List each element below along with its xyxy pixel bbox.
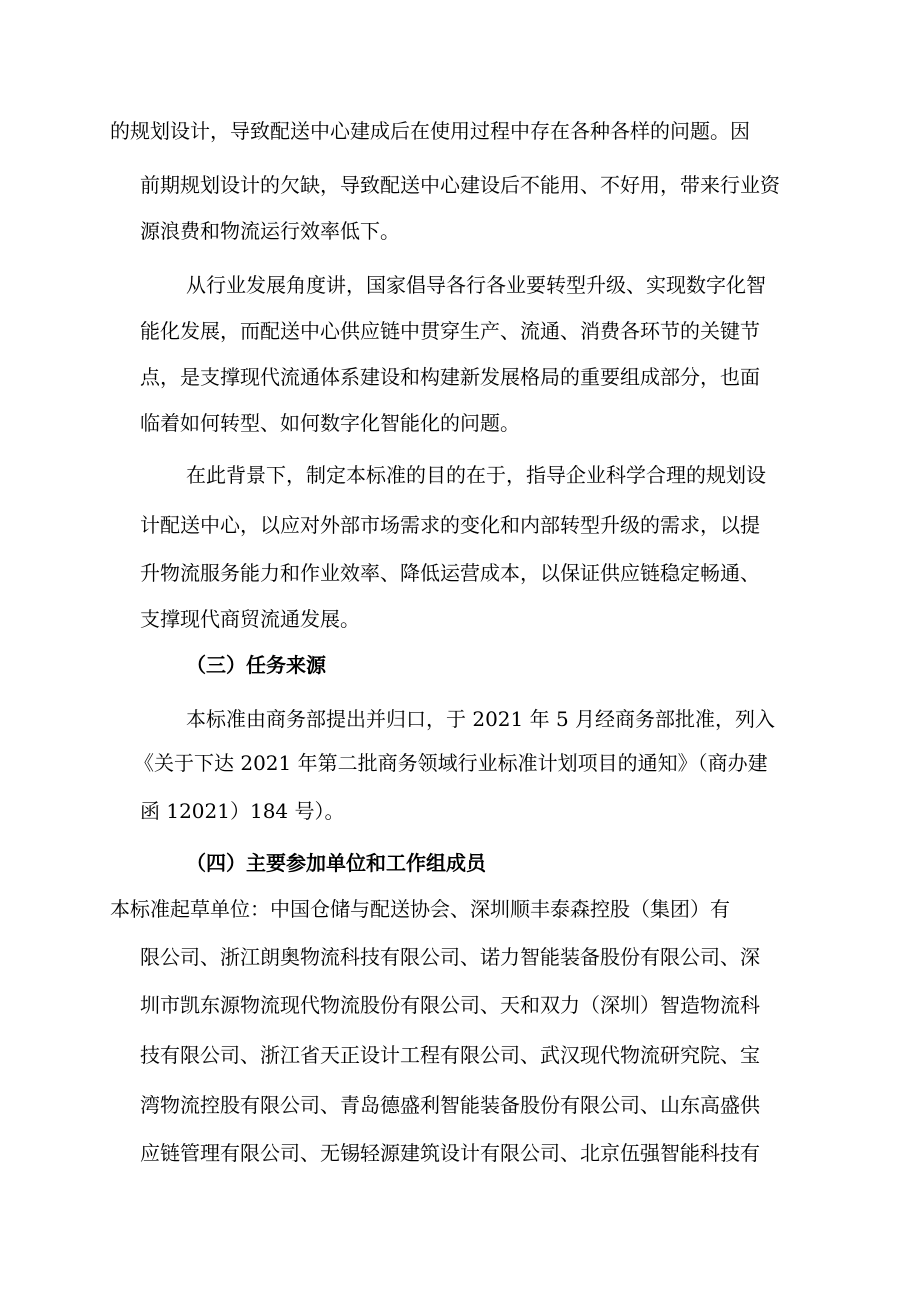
paragraph-line: 源浪费和物流运行效率低下。 [140,219,400,243]
paragraph-line: 在此背景下，制定本标准的目的在于，指导企业科学合理的规划设 [186,463,766,487]
paragraph-line: 能化发展，而配送中心供应链中贯穿生产、流通、消费各环节的关键节 [140,319,760,343]
paragraph-line: 点，是支撑现代流通体系建设和构建新发展格局的重要组成部分，也面 [140,365,760,389]
paragraph-line: 的规划设计，导致配送中心建成后在使用过程中存在各种各样的问题。因 [110,119,750,143]
paragraph-line: 圳市凯东源物流现代物流股份有限公司、天和双力（深圳）智造物流科 [140,993,760,1017]
paragraph-line: 支撑现代商贸流通发展。 [140,607,360,631]
paragraph-line: 限公司、浙江朗奥物流科技有限公司、诺力智能装备股份有限公司、深 [140,945,760,969]
paragraph-line: 从行业发展角度讲，国家倡导各行各业要转型升级、实现数字化智 [186,273,766,297]
paragraph-line: 临着如何转型、如何数字化智能化的问题。 [140,411,520,435]
section-heading: （三）任务来源 [186,653,326,677]
section-heading: （四）主要参加单位和工作组成员 [186,851,486,875]
paragraph-line: 本标准起草单位：中国仓储与配送协会、深圳顺丰泰森控股（集团）有 [110,897,730,921]
paragraph-line: 本标准由商务部提出并归口，于 2021 年 5 月经商务部批准，列入 [186,707,776,731]
paragraph-line: 应链管理有限公司、无锡轻源建筑设计有限公司、北京伍强智能科技有 [140,1141,760,1165]
paragraph-line: 技有限公司、浙江省天正设计工程有限公司、武汉现代物流研究院、宝 [140,1043,760,1067]
paragraph-line: 函 12021）184 号）。 [140,799,345,823]
paragraph-line: 计配送中心，以应对外部市场需求的变化和内部转型升级的需求，以提 [140,513,760,537]
paragraph-line: 湾物流控股有限公司、青岛德盛利智能装备股份有限公司、山东高盛供 [140,1093,760,1117]
paragraph-line: 前期规划设计的欠缺，导致配送中心建设后不能用、不好用，带来行业资 [140,173,780,197]
paragraph-line: 《关于下达 2021 年第二批商务领域行业标准计划项目的通知》（商办建 [134,751,768,775]
paragraph-line: 升物流服务能力和作业效率、降低运营成本，以保证供应链稳定畅通、 [140,561,760,585]
